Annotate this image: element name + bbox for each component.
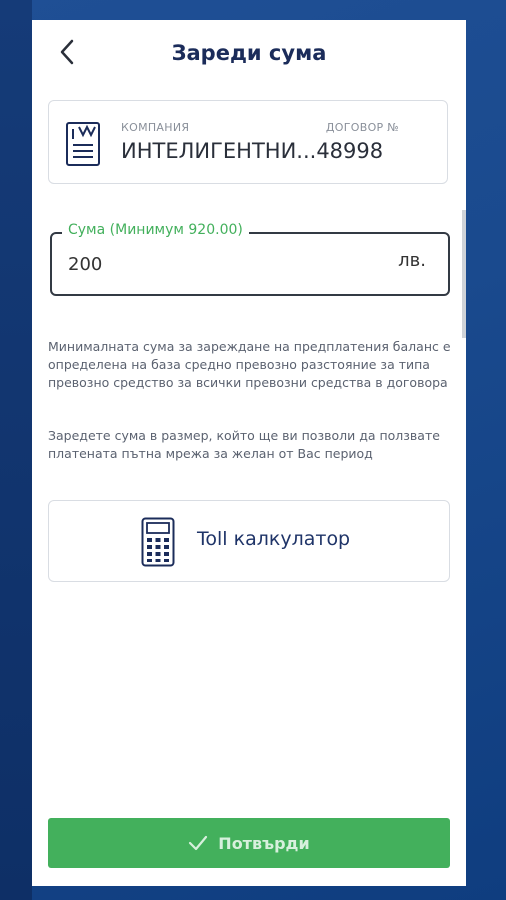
amount-field[interactable]: [50, 232, 450, 296]
background-left-panel: [0, 0, 32, 900]
app-screen: [32, 20, 466, 886]
company-label: КОМПАНИЯ: [121, 121, 190, 134]
page-title: Зареди сума: [171, 41, 327, 65]
check-icon: [188, 835, 208, 851]
top-bar: [32, 20, 466, 86]
contract-number-label: ДОГОВОР №: [325, 121, 399, 134]
contract-card[interactable]: [48, 100, 448, 184]
toll-calculator-button[interactable]: [48, 500, 450, 582]
company-contract-value: ИНТЕЛИГЕНТНИ...48998: [121, 139, 384, 163]
amount-field-label: Сума (Минимум 920.00): [62, 222, 249, 238]
info-text-minimum: Минималната сума за зареждане на предплатения баланс е определена на база средно превозно разстояние за типа превозно средство за всички превозни средства в договора: [48, 339, 451, 390]
amount-input[interactable]: [68, 250, 368, 278]
confirm-button[interactable]: [48, 818, 450, 868]
toll-calculator-label: Toll калкулатор: [197, 528, 351, 550]
scrollbar-thumb[interactable]: [462, 210, 466, 338]
info-text-period: Заредете сума в размер, който ще ви позволи да ползвате платената пътна мрежа за желан от Вас период: [48, 428, 440, 461]
document-icon: [65, 119, 103, 167]
currency-label: лв.: [398, 250, 426, 271]
confirm-label: Потвърди: [218, 833, 310, 853]
calculator-icon: [141, 517, 175, 567]
